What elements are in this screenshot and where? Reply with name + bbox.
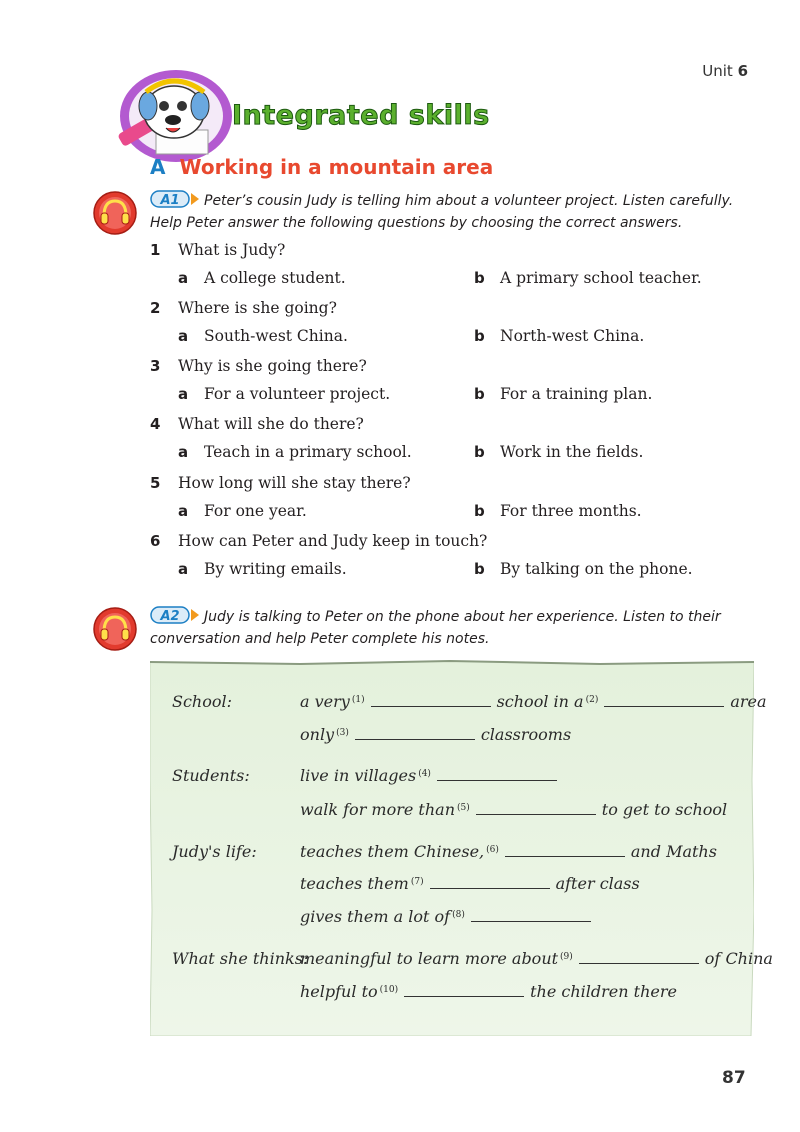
blank-3[interactable] xyxy=(355,726,475,740)
q4-option-b[interactable]: b Work in the fields. xyxy=(474,443,644,461)
notes-line-6: teaches them $^{(7)}$ after class xyxy=(300,874,640,893)
page-number: 87 xyxy=(722,1068,746,1088)
section-heading: A Working in a mountain area xyxy=(150,155,494,179)
blank-4[interactable] xyxy=(437,767,557,781)
q3-option-b[interactable]: b For a training plan. xyxy=(474,385,653,403)
q3-option-a[interactable]: a For a volunteer project. xyxy=(178,385,391,403)
notes-line-2: only $^{(3)}$ classrooms xyxy=(300,725,572,744)
mascot-dog-icon xyxy=(112,66,236,166)
blank-6[interactable] xyxy=(505,843,625,857)
notes-label-school: School: xyxy=(172,692,232,711)
blank-2[interactable] xyxy=(604,693,724,707)
a2-tag-label: A2 xyxy=(160,609,180,624)
question-1: 1 What is Judy? xyxy=(150,241,286,259)
question-4: 4 What will she do there? xyxy=(150,415,364,433)
notes-label-thinks: What she thinks: xyxy=(172,949,309,968)
notes-label-students: Students: xyxy=(172,766,250,785)
notes-line-5: teaches them Chinese, $^{(6)}$ and Maths xyxy=(300,842,717,861)
q5-option-b[interactable]: b For three months. xyxy=(474,502,642,520)
question-3: 3 Why is she going there? xyxy=(150,357,367,375)
notes-line-4: walk for more than $^{(5)}$ to get to school xyxy=(300,800,728,819)
blank-7[interactable] xyxy=(430,875,550,889)
headphones-icon xyxy=(92,190,138,236)
blank-10[interactable] xyxy=(404,983,524,997)
page-title: Integrated skills xyxy=(232,100,490,131)
a1-instruction: A1 Peter’s cousin Judy is telling him about a volunteer project. Listen carefully. Help Peter answer the following questions by choosing the correct answers. xyxy=(150,190,750,234)
notes-line-7: gives them a lot of $^{(8)}$ xyxy=(300,907,597,926)
blank-9[interactable] xyxy=(579,950,699,964)
notes-label-life: Judy's life: xyxy=(172,842,257,861)
headphones-icon xyxy=(92,606,138,652)
notes-line-8: meaningful to learn more about $^{(9)}$ of China xyxy=(300,949,773,968)
question-5: 5 How long will she stay there? xyxy=(150,474,411,492)
q6-option-b[interactable]: b By talking on the phone. xyxy=(474,560,693,578)
question-2: 2 Where is she going? xyxy=(150,299,337,317)
notes-line-1: a very $^{(1)}$ school in a $^{(2)}$ area xyxy=(300,692,767,711)
q5-option-a[interactable]: a For one year. xyxy=(178,502,307,520)
notes-line-9: helpful to $^{(10)}$ the children there xyxy=(300,982,677,1001)
blank-8[interactable] xyxy=(471,908,591,922)
blank-1[interactable] xyxy=(371,693,491,707)
notes-line-3: live in villages $^{(4)}$ xyxy=(300,766,563,785)
a1-tag xyxy=(150,190,200,208)
blank-5[interactable] xyxy=(476,801,596,815)
q4-option-a[interactable]: a Teach in a primary school. xyxy=(178,443,412,461)
question-6: 6 How can Peter and Judy keep in touch? xyxy=(150,532,488,550)
a2-tag xyxy=(150,606,200,624)
q2-option-a[interactable]: a South-west China. xyxy=(178,327,348,345)
q1-option-b[interactable]: b A primary school teacher. xyxy=(474,269,702,287)
a1-tag-label: A1 xyxy=(160,193,180,208)
q2-option-b[interactable]: b North-west China. xyxy=(474,327,645,345)
q1-option-a[interactable]: a A college student. xyxy=(178,269,346,287)
unit-label: Unit 6 xyxy=(702,62,748,80)
a2-instruction: A2 Judy is talking to Peter on the phone about her experience. Listen to their conversation and help Peter complete his notes. xyxy=(150,606,750,650)
q6-option-a[interactable]: a By writing emails. xyxy=(178,560,347,578)
